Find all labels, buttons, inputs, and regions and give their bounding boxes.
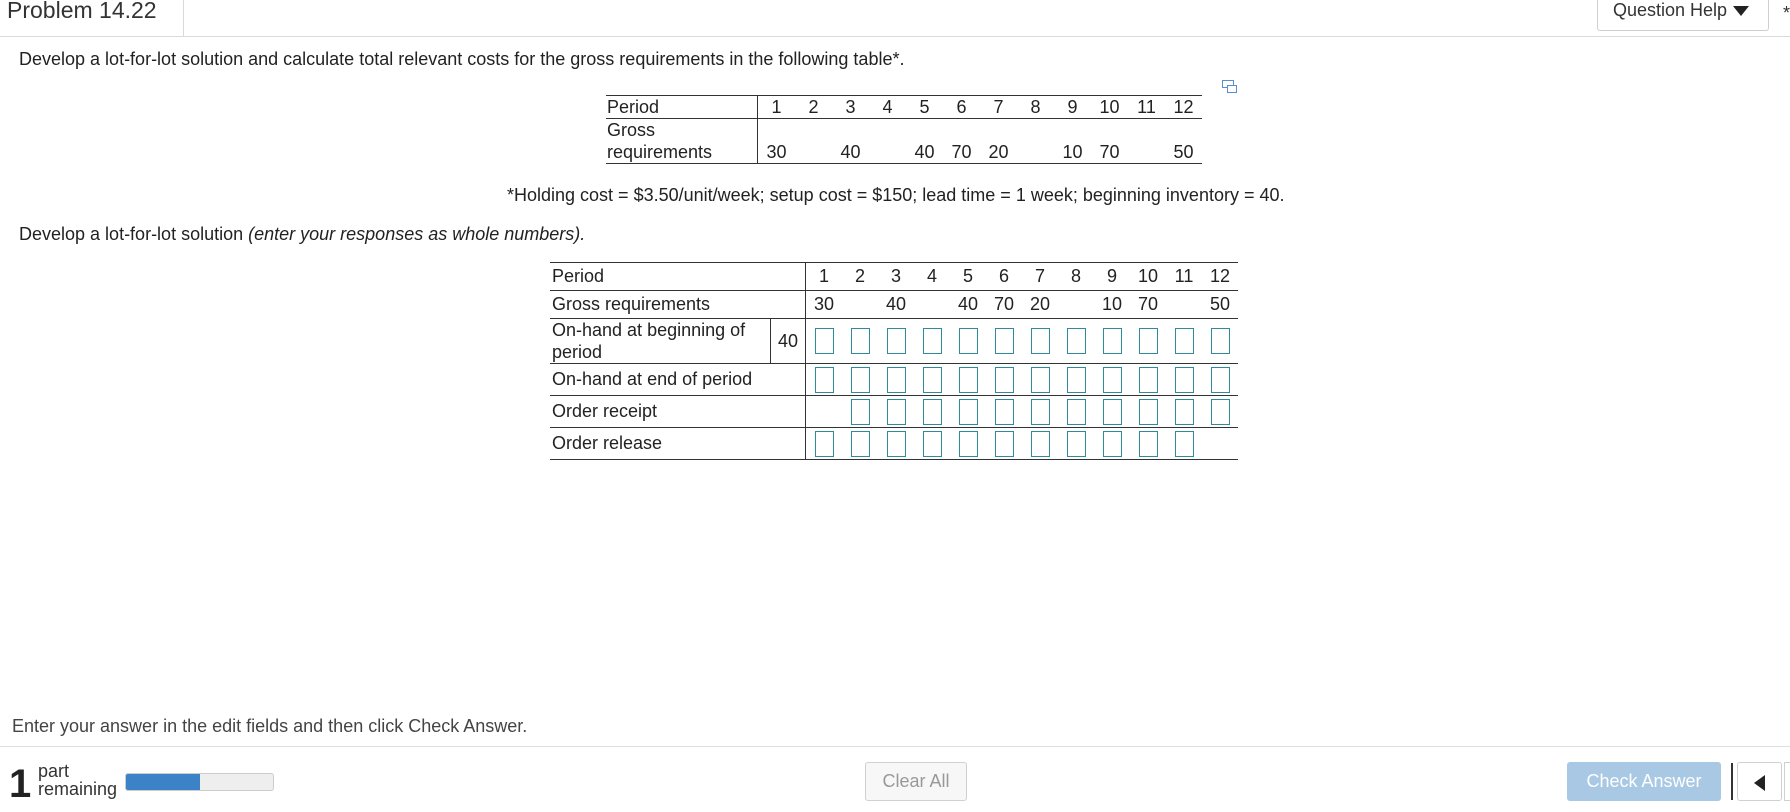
order-release-input-cell xyxy=(1130,428,1166,460)
given-gross-cell: 40 xyxy=(906,141,943,164)
given-gross-cell: 70 xyxy=(943,141,980,164)
given-period-cell: 7 xyxy=(980,96,1017,119)
solution-prompt xyxy=(19,224,585,245)
parts-label-line2: remaining xyxy=(38,779,118,799)
onhand-begin-input[interactable] xyxy=(923,328,942,354)
initial-onhand-value: 40 xyxy=(771,319,806,364)
onhand-begin-input-cell xyxy=(914,319,950,364)
order-receipt-input[interactable] xyxy=(959,399,978,425)
onhand-begin-input-cell xyxy=(842,319,878,364)
order-receipt-input[interactable] xyxy=(887,399,906,425)
given-gross-cell: 70 xyxy=(1091,141,1128,164)
order-receipt-input-cell xyxy=(1166,396,1202,428)
order-receipt-input-cell xyxy=(914,396,950,428)
period-cell: 10 xyxy=(1130,263,1166,291)
onhand-end-input-cell xyxy=(1022,364,1058,396)
given-period-cell: 3 xyxy=(832,96,869,119)
title-divider xyxy=(183,0,184,36)
header-bar xyxy=(0,0,1790,37)
onhand-begin-input[interactable] xyxy=(1139,328,1158,354)
onhand-begin-input-cell xyxy=(1022,319,1058,364)
order-receipt-input[interactable] xyxy=(923,399,942,425)
gross-cell: 20 xyxy=(1022,291,1058,319)
period-cell: 11 xyxy=(1166,263,1202,291)
period-cell: 7 xyxy=(1022,263,1058,291)
period-cell: 2 xyxy=(842,263,878,291)
onhand-end-input[interactable] xyxy=(959,367,978,393)
onhand-begin-input[interactable] xyxy=(815,328,834,354)
period-cell: 4 xyxy=(914,263,950,291)
period-cell: 6 xyxy=(986,263,1022,291)
gross-cell: 40 xyxy=(878,291,914,319)
onhand-begin-input-cell xyxy=(1130,319,1166,364)
row-label-order-release: Order release xyxy=(550,428,806,460)
order-receipt-input[interactable] xyxy=(1175,399,1194,425)
previous-button[interactable] xyxy=(1737,762,1782,801)
onhand-end-input-cell xyxy=(878,364,914,396)
order-release-input[interactable] xyxy=(1067,431,1086,457)
onhand-end-input-cell xyxy=(1202,364,1238,396)
order-release-input-cell xyxy=(878,428,914,460)
progress-bar-fill xyxy=(126,774,200,790)
gross-cell: 70 xyxy=(986,291,1022,319)
given-gross-cell: 20 xyxy=(980,141,1017,164)
order-receipt-input-cell xyxy=(1094,396,1130,428)
period-cell: 12 xyxy=(1202,263,1238,291)
given-period-cell: 2 xyxy=(795,96,832,119)
solution-prompt-text: Develop a lot-for-lot solution xyxy=(19,224,249,244)
onhand-begin-input[interactable] xyxy=(995,328,1014,354)
given-period-cell: 8 xyxy=(1017,96,1054,119)
onhand-end-input[interactable] xyxy=(1139,367,1158,393)
solution-hint: (enter your responses as whole numbers). xyxy=(248,224,586,244)
onhand-end-input-cell xyxy=(842,364,878,396)
parts-label-line1: part xyxy=(38,761,70,781)
onhand-begin-input-cell xyxy=(1094,319,1130,364)
order-release-input[interactable] xyxy=(1175,431,1194,457)
gross-cell: 40 xyxy=(950,291,986,319)
onhand-begin-input[interactable] xyxy=(1031,328,1050,354)
onhand-end-input-cell xyxy=(1094,364,1130,396)
given-period-cell: 1 xyxy=(758,96,796,119)
order-release-empty-cell xyxy=(1202,428,1238,460)
popout-table-icon[interactable] xyxy=(1222,80,1234,88)
lot-for-lot-table xyxy=(550,262,1238,460)
onhand-begin-input-cell xyxy=(1202,319,1238,364)
given-gross-cell xyxy=(1017,141,1054,164)
given-period-cell: 10 xyxy=(1091,96,1128,119)
given-gross-cell: 50 xyxy=(1165,141,1202,164)
row-label-onhand-begin-line1: On-hand at beginning of xyxy=(552,320,746,340)
order-release-input[interactable] xyxy=(815,431,834,457)
order-release-input[interactable] xyxy=(887,431,906,457)
gross-cell xyxy=(914,291,950,319)
given-gross-cell xyxy=(1128,141,1165,164)
period-cell: 5 xyxy=(950,263,986,291)
onhand-end-input-cell xyxy=(806,364,843,396)
given-gross-cell xyxy=(869,141,906,164)
onhand-end-input[interactable] xyxy=(995,367,1014,393)
order-release-input[interactable] xyxy=(1103,431,1122,457)
order-release-input-cell xyxy=(950,428,986,460)
order-release-input-cell xyxy=(1058,428,1094,460)
onhand-begin-input[interactable] xyxy=(851,328,870,354)
problem-title: Problem 14.22 xyxy=(7,0,157,23)
order-receipt-input[interactable] xyxy=(1139,399,1158,425)
order-release-input[interactable] xyxy=(851,431,870,457)
order-release-input[interactable] xyxy=(959,431,978,457)
order-receipt-input-cell xyxy=(842,396,878,428)
onhand-end-input[interactable] xyxy=(1067,367,1086,393)
clear-all-button[interactable]: Clear All xyxy=(865,762,967,801)
parts-remaining-label xyxy=(38,762,117,798)
question-help-button[interactable] xyxy=(1597,0,1769,31)
onhand-end-input[interactable] xyxy=(851,367,870,393)
gross-cell: 70 xyxy=(1130,291,1166,319)
next-button[interactable] xyxy=(1784,762,1790,801)
onhand-begin-input[interactable] xyxy=(959,328,978,354)
order-receipt-input-cell xyxy=(1202,396,1238,428)
onhand-begin-input-cell xyxy=(950,319,986,364)
gross-cell: 30 xyxy=(806,291,843,319)
row-label-gross: Gross requirements xyxy=(550,291,806,319)
row-label-order-receipt: Order receipt xyxy=(550,396,806,428)
order-release-input[interactable] xyxy=(1031,431,1050,457)
period-cell: 8 xyxy=(1058,263,1094,291)
cost-notes: *Holding cost = $3.50/unit/week; setup cost = $150; lead time = 1 week; beginning inventory = 40. xyxy=(507,185,1285,205)
given-requirements-table xyxy=(606,95,1202,164)
given-gross-cell: 40 xyxy=(832,141,869,164)
gross-cell xyxy=(1166,291,1202,319)
given-period-cell: 11 xyxy=(1128,96,1165,119)
onhand-end-input[interactable] xyxy=(887,367,906,393)
nav-divider xyxy=(1731,763,1733,800)
period-cell: 3 xyxy=(878,263,914,291)
order-release-input[interactable] xyxy=(995,431,1014,457)
onhand-begin-input[interactable] xyxy=(1067,328,1086,354)
order-release-input-cell xyxy=(842,428,878,460)
onhand-end-input-cell xyxy=(1130,364,1166,396)
gross-cell xyxy=(1058,291,1094,319)
onhand-begin-input[interactable] xyxy=(887,328,906,354)
onhand-begin-input-cell xyxy=(986,319,1022,364)
onhand-end-input[interactable] xyxy=(815,367,834,393)
order-release-input[interactable] xyxy=(923,431,942,457)
triangle-left-icon xyxy=(1754,775,1765,791)
onhand-end-input[interactable] xyxy=(1103,367,1122,393)
order-receipt-input[interactable] xyxy=(1103,399,1122,425)
order-release-input-cell xyxy=(806,428,843,460)
order-receipt-input-cell xyxy=(950,396,986,428)
given-period-label: Period xyxy=(606,96,758,119)
order-receipt-input-cell xyxy=(1058,396,1094,428)
onhand-end-input-cell xyxy=(914,364,950,396)
onhand-begin-input-cell xyxy=(878,319,914,364)
given-gross-label-line1: Gross xyxy=(606,119,758,142)
order-receipt-input[interactable] xyxy=(1211,399,1230,425)
onhand-end-input-cell xyxy=(950,364,986,396)
order-receipt-input-cell xyxy=(986,396,1022,428)
caret-down-icon xyxy=(1733,6,1749,16)
period-cell: 9 xyxy=(1094,263,1130,291)
order-receipt-input[interactable] xyxy=(1067,399,1086,425)
given-period-cell: 9 xyxy=(1054,96,1091,119)
onhand-end-input-cell xyxy=(1166,364,1202,396)
order-release-input-cell xyxy=(914,428,950,460)
onhand-begin-input-cell xyxy=(1166,319,1202,364)
problem-statement: Develop a lot-for-lot solution and calculate total relevant costs for the gross requirements in the following table*. xyxy=(19,49,905,69)
onhand-begin-input[interactable] xyxy=(1175,328,1194,354)
given-period-cell: 4 xyxy=(869,96,906,119)
question-help-label: Question Help xyxy=(1613,0,1728,20)
given-gross-cell xyxy=(795,141,832,164)
given-period-cell: 12 xyxy=(1165,96,1202,119)
order-release-input-cell xyxy=(1166,428,1202,460)
order-receipt-input-cell xyxy=(878,396,914,428)
given-gross-cell: 30 xyxy=(758,141,796,164)
row-label-period: Period xyxy=(550,263,806,291)
period-cell: 1 xyxy=(806,263,843,291)
progress-bar xyxy=(125,773,274,791)
parts-remaining-count: 1 xyxy=(9,762,32,806)
onhand-begin-input[interactable] xyxy=(1211,328,1230,354)
order-receipt-input[interactable] xyxy=(851,399,870,425)
onhand-end-input[interactable] xyxy=(1175,367,1194,393)
onhand-end-input-cell xyxy=(1058,364,1094,396)
given-gross-label-line2: requirements xyxy=(606,141,758,164)
order-release-input-cell xyxy=(1094,428,1130,460)
given-period-cell: 6 xyxy=(943,96,980,119)
onhand-begin-input-cell xyxy=(1058,319,1094,364)
given-gross-cell: 10 xyxy=(1054,141,1091,164)
order-release-input-cell xyxy=(986,428,1022,460)
row-label-onhand-begin-line2: period xyxy=(552,342,603,362)
order-receipt-input[interactable] xyxy=(995,399,1014,425)
order-release-input-cell xyxy=(1022,428,1058,460)
given-period-cell: 5 xyxy=(906,96,943,119)
order-receipt-input[interactable] xyxy=(1031,399,1050,425)
gross-cell: 10 xyxy=(1094,291,1130,319)
gross-cell: 50 xyxy=(1202,291,1238,319)
onhand-end-input-cell xyxy=(986,364,1022,396)
answer-instruction: Enter your answer in the edit fields and then click Check Answer. xyxy=(12,716,528,736)
onhand-begin-input-cell xyxy=(806,319,843,364)
onhand-end-input[interactable] xyxy=(923,367,942,393)
check-answer-button[interactable]: Check Answer xyxy=(1567,762,1721,801)
order-release-input[interactable] xyxy=(1139,431,1158,457)
row-label-onhand-begin xyxy=(550,319,771,364)
onhand-begin-input[interactable] xyxy=(1103,328,1122,354)
next-question-glyph[interactable]: * xyxy=(1783,3,1790,23)
row-label-onhand-end: On-hand at end of period xyxy=(550,364,806,396)
gross-cell xyxy=(842,291,878,319)
order-receipt-input-cell xyxy=(1022,396,1058,428)
onhand-end-input[interactable] xyxy=(1031,367,1050,393)
order-receipt-input-cell xyxy=(1130,396,1166,428)
footer-divider xyxy=(0,746,1790,747)
onhand-end-input[interactable] xyxy=(1211,367,1230,393)
order-receipt-empty-cell xyxy=(806,396,843,428)
